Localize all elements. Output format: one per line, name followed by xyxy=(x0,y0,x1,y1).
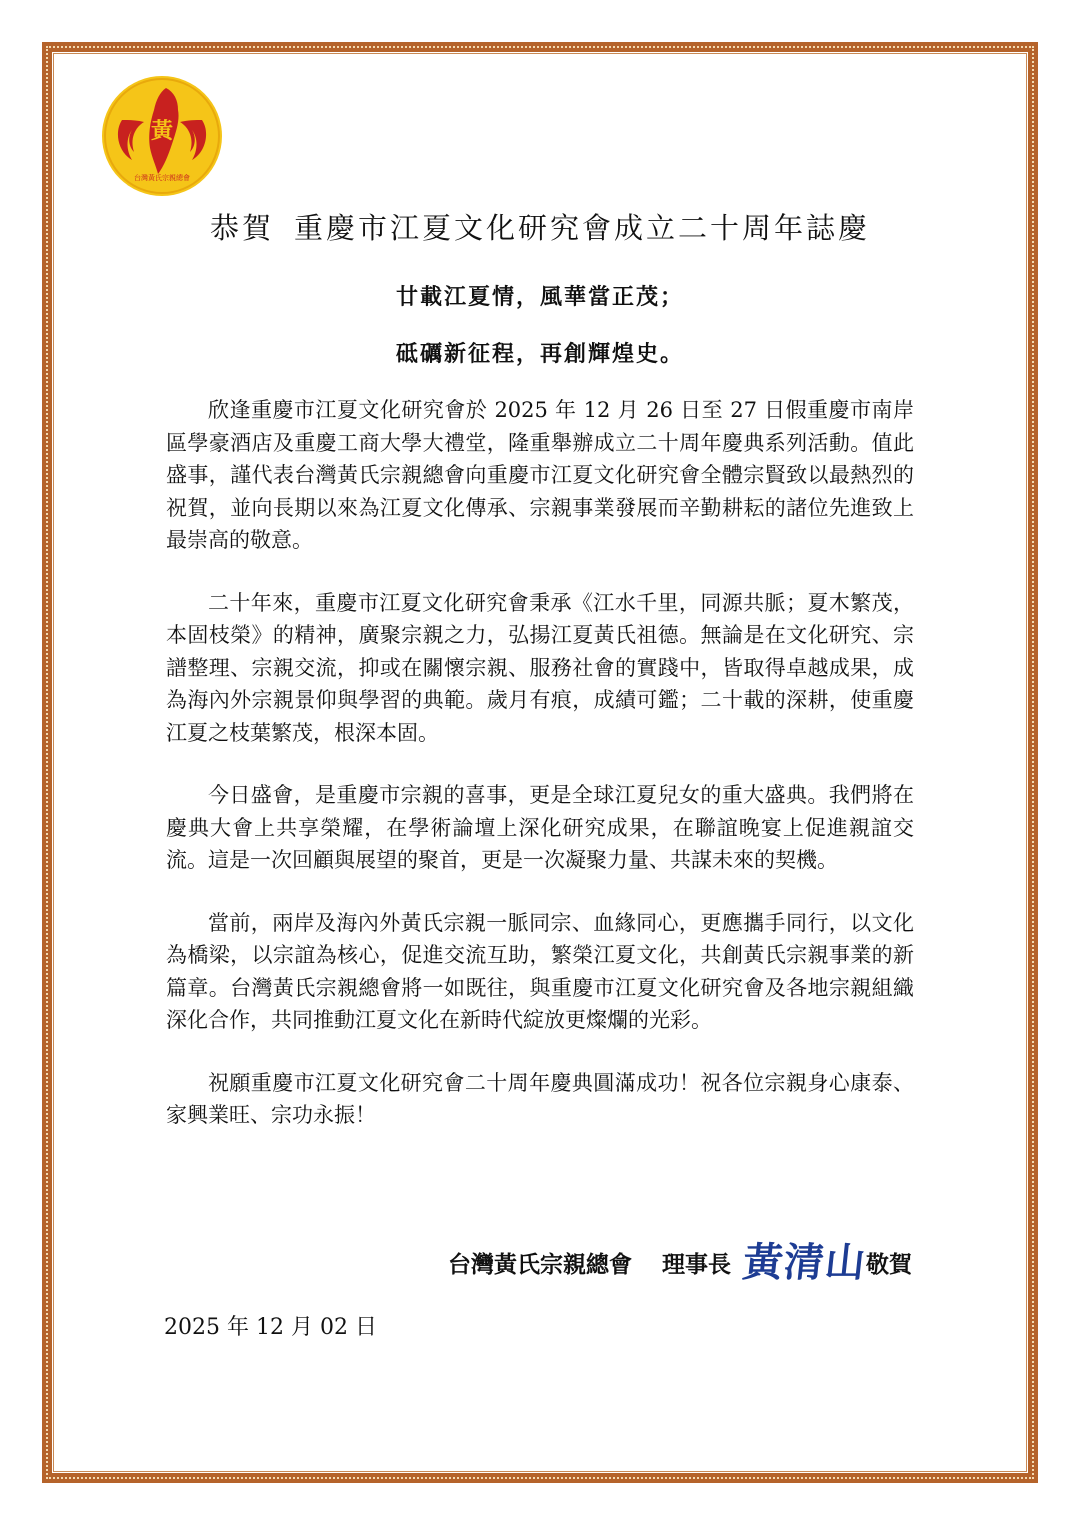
body-paragraph-3: 今日盛會，是重慶市宗親的喜事，更是全球江夏兒女的重大盛典。我們將在慶典大會上共享榮耀，在學術論壇上深化研究成果，在聯誼晚宴上促進親誼交流。這是一次回顧與展望的聚首，更是一次凝聚力量、共謀未來的契機。 xyxy=(166,783,914,872)
body-paragraph-1: 欣逢重慶市江夏文化研究會於 2025 年 12 月 26 日至 27 日假重慶市南岸區學豪酒店及重慶工商大學大禮堂，隆重舉辦成立二十周年慶典系列活動。值此盛事，謹代表台灣黃氏宗親總會向重慶市江夏文化研究會全體宗賢致以最熱烈的祝賀，並向長期以來為江夏文化傳承、宗親事業發展而辛勤耕耘的諸位先進致上最崇高的敬意。 xyxy=(166,398,914,552)
body-paragraph-2: 二十年來，重慶市江夏文化研究會秉承《江水千里，同源共脈；夏木繁茂，本固枝榮》的精神，廣聚宗親之力，弘揚江夏黃氏祖德。無論是在文化研究、宗譜整理、宗親交流，抑或在關懷宗親、服務社會的實踐中，皆取得卓越成果，成為海內外宗親景仰與學習的典範。歲月有痕，成績可鑑；二十載的深耕，使重慶江夏之枝葉繁茂，根深本固。 xyxy=(166,590,914,745)
signature-organization: 台灣黃氏宗親總會 xyxy=(448,1252,632,1278)
signature-line xyxy=(0,1238,1080,1290)
signature-role: 理事長 xyxy=(662,1252,731,1278)
letter-body xyxy=(166,394,914,1162)
title-prefix: 恭賀 xyxy=(209,211,274,245)
body-paragraph-4: 當前，兩岸及海內外黃氏宗親一脈同宗、血緣同心，更應攜手同行，以文化為橋梁，以宗誼為核心，促進交流互助，繁榮江夏文化，共創黃氏宗親事業的新篇章。台灣黃氏宗親總會將一如既往，與重慶市江夏文化研究會及各地宗親組織深化合作，共同推動江夏文化在新時代綻放更燦爛的光彩。 xyxy=(166,910,914,1032)
letter-title xyxy=(0,206,1080,247)
logo-huang-character: 黃 xyxy=(150,118,174,144)
association-emblem-logo xyxy=(100,74,224,198)
title-main: 重慶市江夏文化研究會成立二十周年誌慶 xyxy=(294,211,871,245)
logo-association-name: 台灣黃氏宗親總會 xyxy=(134,174,190,182)
letter-date: 2025 年 12 月 02 日 xyxy=(164,1315,377,1340)
signature-name: 黃清山 xyxy=(740,1240,869,1286)
signature-closing: 敬賀 xyxy=(866,1252,912,1278)
body-paragraph-5: 祝願重慶市江夏文化研究會二十周年慶典圓滿成功！祝各位宗親身心康泰、家興業旺、宗功永振！ xyxy=(166,1070,914,1127)
couplet-line-1: 廿載江夏情，風華當正茂； xyxy=(395,285,684,310)
couplet-line-2: 砥礪新征程，再創輝煌史。 xyxy=(395,342,684,367)
